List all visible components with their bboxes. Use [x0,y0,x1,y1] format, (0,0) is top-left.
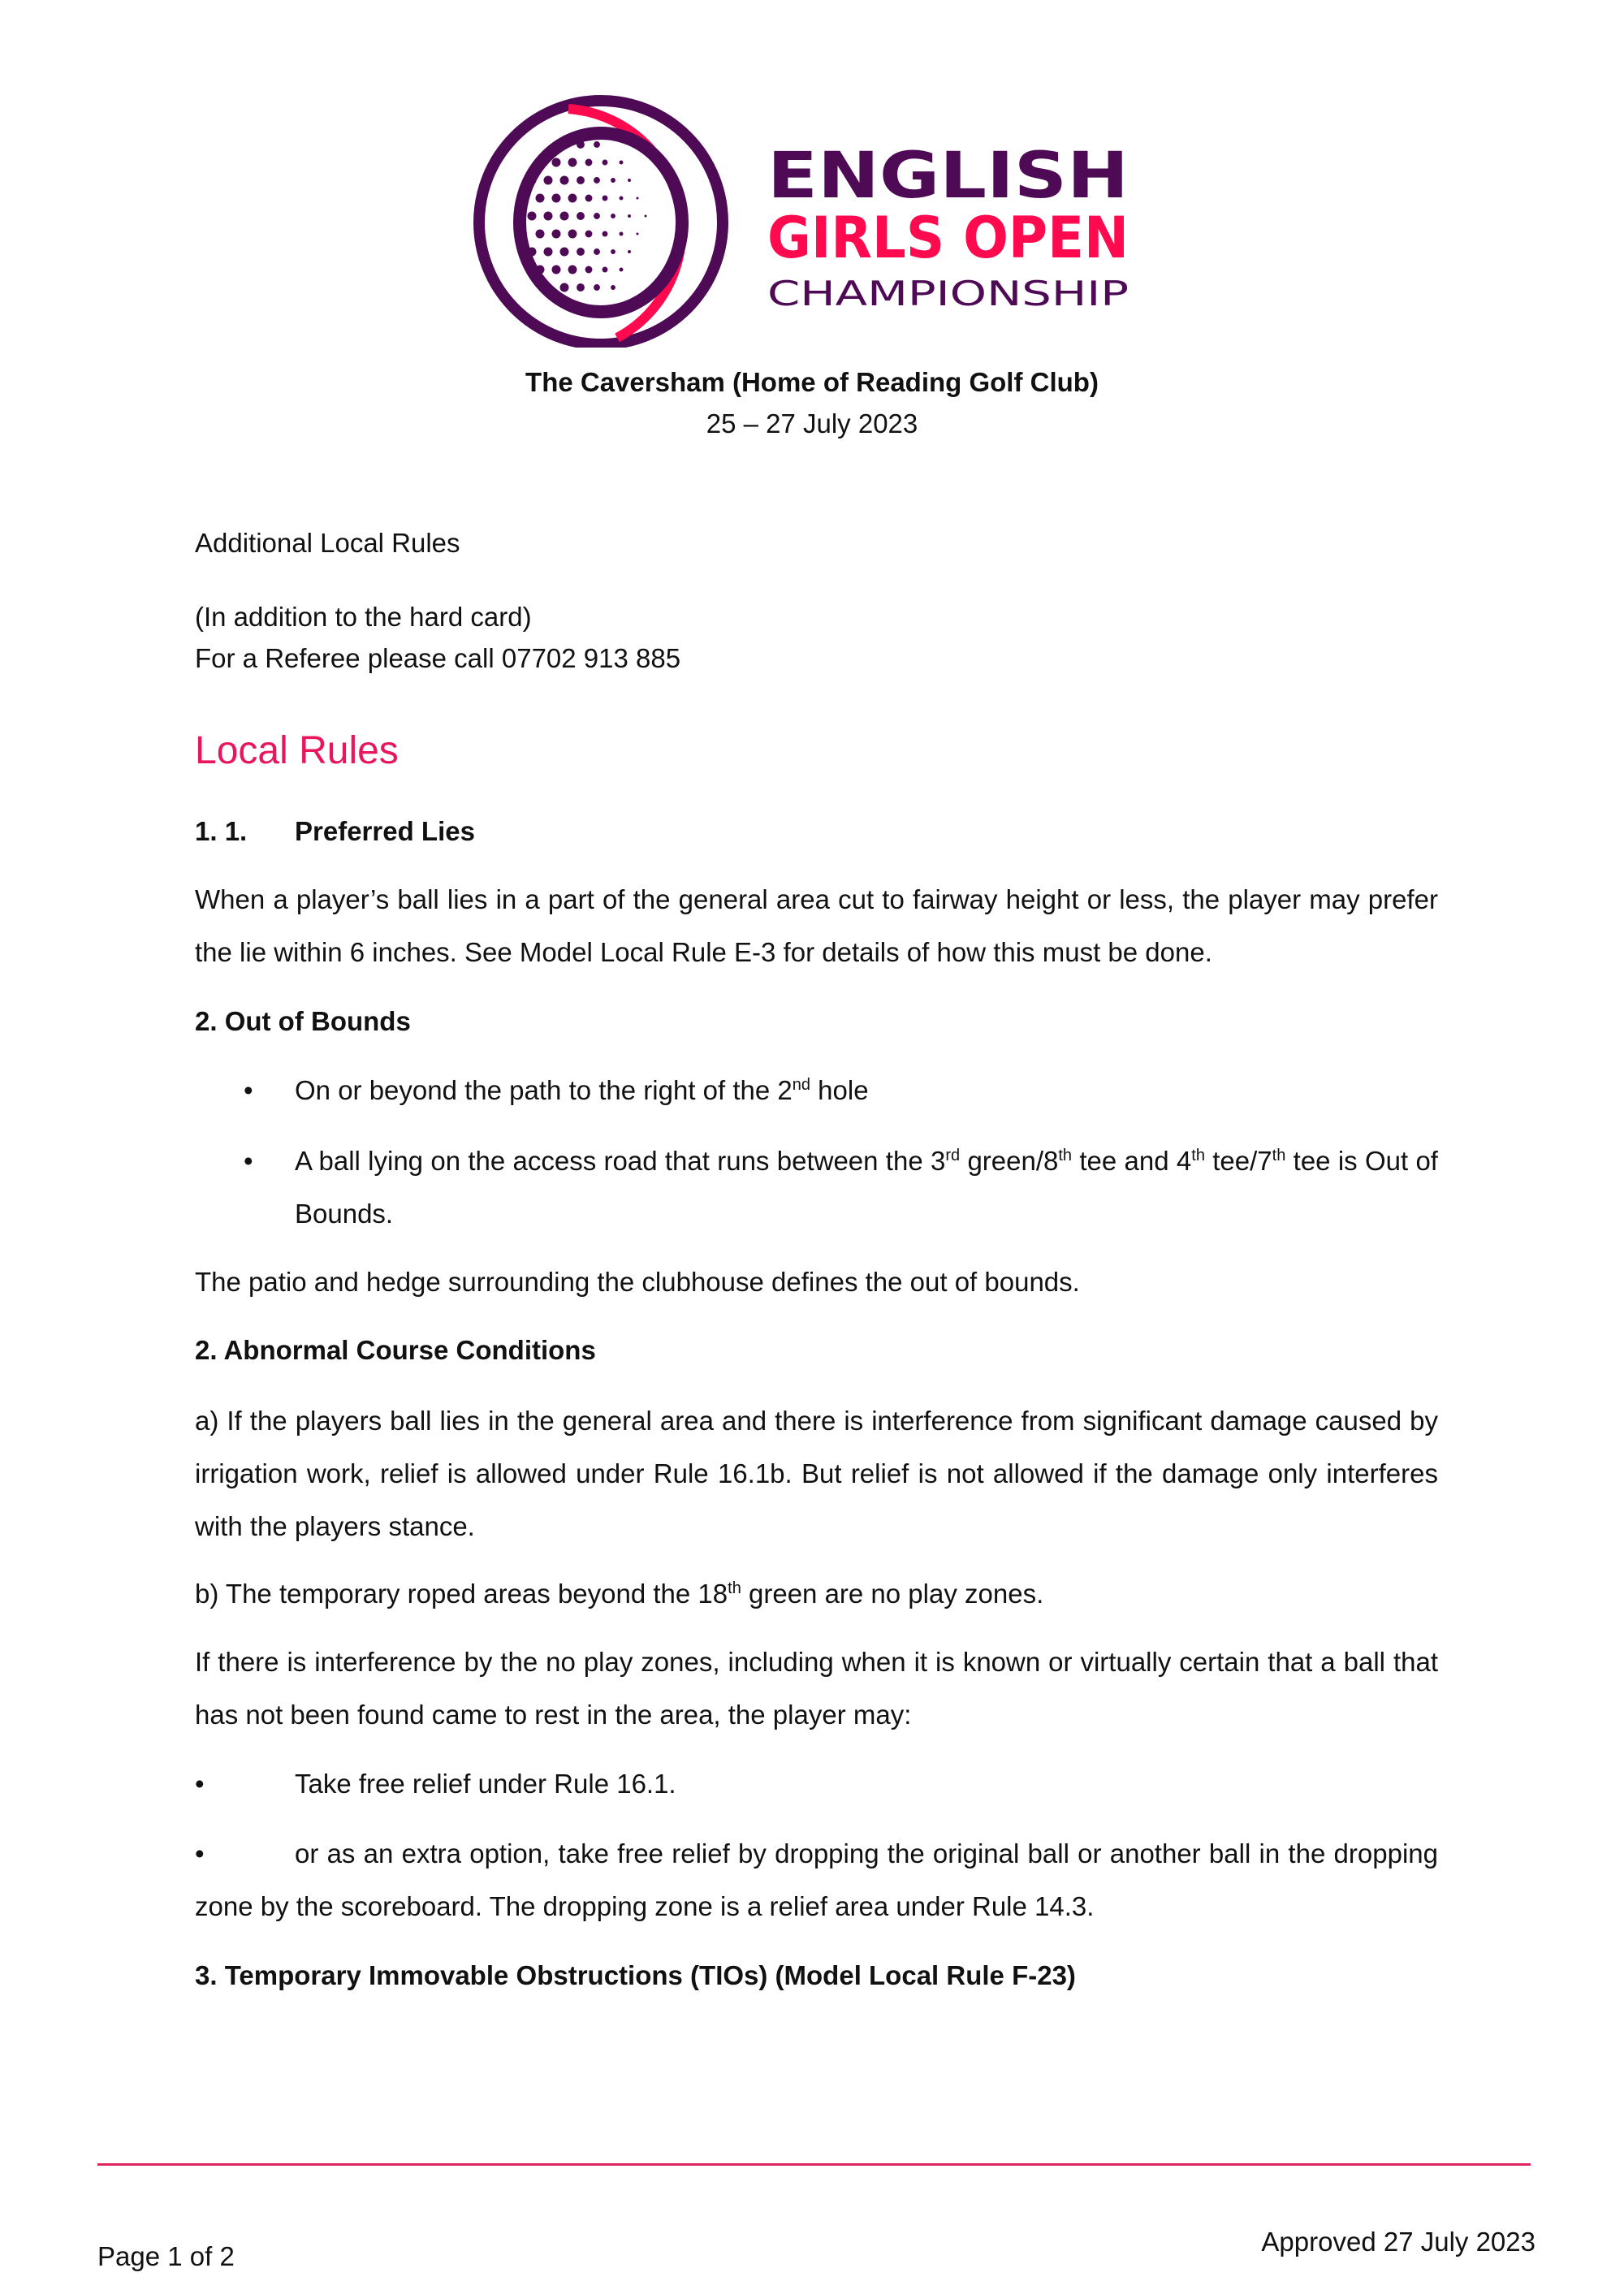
dimple [560,283,569,292]
dimple [603,160,608,166]
s3-b: b) The temporary roped areas beyond the 18th green are no play zones. [195,1579,1044,1609]
dimple [560,176,569,185]
logo [471,94,1145,348]
dimple [528,176,537,185]
dimple [637,233,639,235]
s2-bullet-1: On or beyond the path to the right of the 2nd hole [295,1075,869,1105]
dimple [628,179,631,182]
s3-title: 2. Abnormal Course Conditions [195,1335,596,1365]
dimple [577,283,585,292]
dimple [560,248,569,257]
dimple [585,231,593,238]
dimple [577,212,585,220]
golf-ball-logo-icon [471,94,1145,348]
dimple [594,213,600,219]
s3-option-1: Take free relief under Rule 16.1. [295,1769,676,1799]
s2-text: The patio and hedge surrounding the clubhouse defines the out of bounds. [195,1267,1080,1297]
footer-divider [97,2163,1531,2166]
dimple [603,267,608,273]
dimple [577,140,585,149]
intro-title: Additional Local Rules [195,528,460,558]
svg-text:CHAMPIONSHIP: CHAMPIONSHIP [767,274,1129,313]
dimple [577,176,585,184]
section-heading: Local Rules [195,729,399,772]
dimple [568,194,577,203]
dimple [528,248,537,257]
dimple [611,249,615,254]
dimple [594,284,600,291]
dimple [552,230,561,239]
bullet: • [195,1838,205,1868]
dimple [637,197,639,200]
bullet: • [244,1146,253,1176]
s4-title: 3. Temporary Immovable Obstructions (TIOs) (Model Local Rule F-23) [195,1960,1076,1990]
svg-text:ENGLISH: ENGLISH [767,140,1129,213]
s1-number: 1. 1. [195,816,248,846]
dimple [620,197,624,201]
dimple [611,214,615,218]
dimple [552,194,561,203]
s1-text: When a player’s ball lies in a part of the general area cut to fairway height or less, the player may prefer the lie within 6 inches. See Model Local Rule E-3 for details of how this must be done. [195,884,1438,967]
dimple [552,158,561,167]
dimple [603,196,608,201]
dimple [568,230,577,239]
dimple [585,266,593,274]
referee-phone: For a Referee please call 07702 913 885 [195,643,681,673]
dimple [645,215,647,218]
dimple [568,266,577,274]
s1-title: Preferred Lies [295,816,475,846]
dimple [585,159,593,166]
dimple [568,158,577,167]
dimple [536,230,545,239]
dimple [594,177,600,184]
dimple [585,195,593,202]
dates: 25 – 27 July 2023 [706,408,918,438]
s3-c: If there is interference by the no play zones, including when it is known or virtually certain that a ball that has not been found came to rest in the area, the player may: [195,1647,1438,1730]
dimple [594,248,600,255]
venue: The Caversham (Home of Reading Golf Club) [525,367,1099,397]
dimple [603,231,608,237]
dimple [628,250,631,253]
s2-bullet-2: A ball lying on the access road that runs between the 3rd green/8th tee and 4th tee/7th tee is Out of Bounds. [295,1146,1438,1229]
s3-option-2: or as an extra option, take free relief by dropping the original ball or another ball in the dropping zone by the scoreboard. The dropping zone is a relief area under Rule 14.3. [195,1838,1438,1921]
intro-note: (In addition to the hard card) [195,602,532,632]
dimple [528,212,537,221]
approved-date: Approved 27 July 2023 [1261,2227,1535,2257]
bullet: • [244,1075,253,1105]
dimple [544,248,553,257]
dimple [536,194,545,203]
dimple [611,285,615,290]
dimple [620,232,624,236]
dimple [560,212,569,221]
dimple [544,176,553,185]
svg-text:GIRLS OPEN: GIRLS OPEN [767,205,1129,271]
dimple [536,266,545,274]
dimple [611,178,615,183]
s3-a: a) If the players ball lies in the general area and there is interference from significant damage caused by irrigation work, relief is allowed under Rule 16.1b. But relief is not allowed if the damage only interferes with the players stance. [195,1406,1438,1541]
dimple [620,161,624,165]
dimple [620,268,624,272]
dimple [594,141,600,148]
dimple [577,248,585,256]
page-number: Page 1 of 2 [97,2241,235,2271]
s2-title: 2. Out of Bounds [195,1006,411,1036]
dimple [552,266,561,274]
bullet: • [195,1769,205,1799]
dimple [544,212,553,221]
dimple [628,214,631,218]
